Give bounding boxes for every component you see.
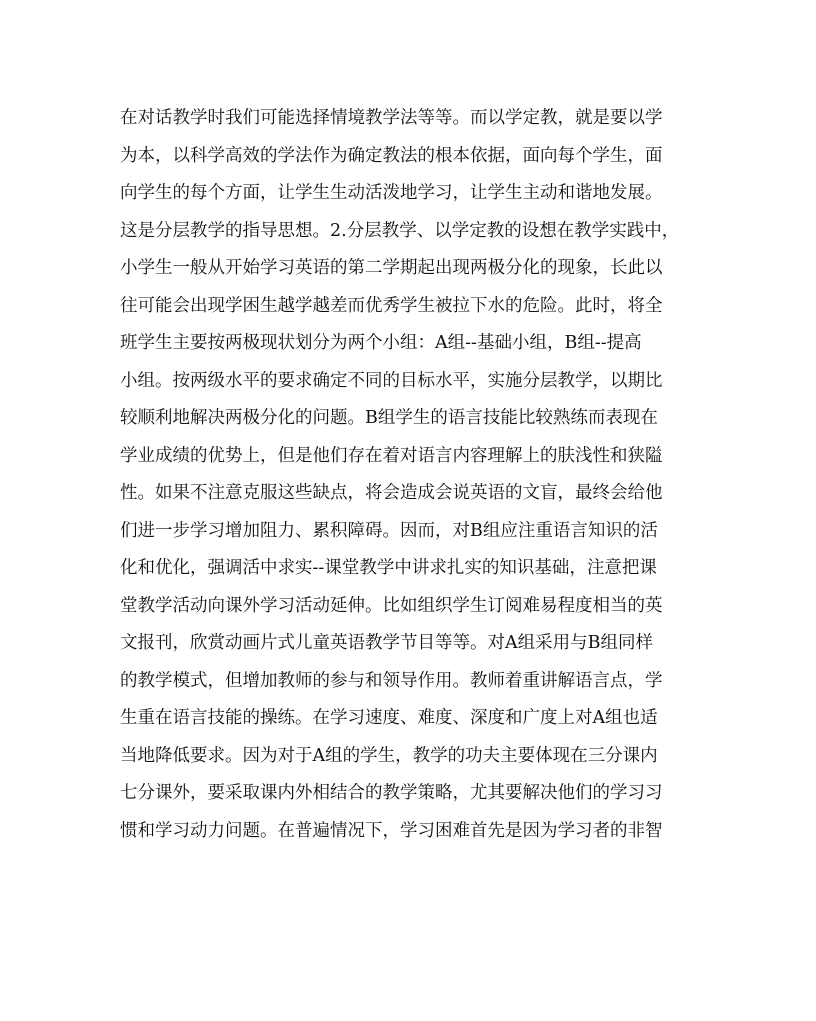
text-line: 小组。按两级水平的要求确定不同的目标水平，实施分层教学，以期比 bbox=[120, 370, 663, 391]
text-line: 向学生的每个方面，让学生生动活泼地学习，让学生主动和谐地发展。 bbox=[120, 183, 663, 203]
text-line: 七分课外，要采取课内外相结合的教学策略，尤其要解决他们的学习习 bbox=[120, 783, 663, 803]
text-line: 化和优化，强调活中求实--课堂教学中讲求扎实的知识基础，注意把课 bbox=[120, 558, 657, 578]
text-line: 这是分层教学的指导思想。2.分层教学、以学定教的设想在教学实践中， bbox=[120, 220, 680, 241]
text-line: 班学生主要按两极现状划分为两个小组：A组--基础小组，B组--提高 bbox=[120, 333, 642, 353]
text-line: 文报刊，欣赏动画片式儿童英语教学节目等等。对A组采用与B组同样 bbox=[120, 633, 653, 653]
text-line: 为本，以科学高效的学法作为确定教法的根本依据，面向每个学生，面 bbox=[120, 145, 663, 166]
text-line: 学业成绩的优势上，但是他们存在着对语言内容理解上的肤浅性和狭隘 bbox=[120, 445, 663, 466]
body-text bbox=[120, 100, 710, 850]
text-line: 往可能会出现学困生越学越差而优秀学生被拉下水的危险。此时，将全 bbox=[120, 295, 663, 316]
text-line: 堂教学活动向课外学习活动延伸。比如组织学生订阅难易程度相当的英 bbox=[120, 595, 663, 616]
text-line: 当地降低要求。因为对于A组的学生，教学的功夫主要体现在三分课内 bbox=[120, 745, 658, 766]
text-line: 在对话教学时我们可能选择情境教学法等等。而以学定教，就是要以学 bbox=[120, 108, 663, 128]
text-line: 们进一步学习增加阻力、累积障碍。因而，对B组应注重语言知识的活 bbox=[120, 520, 658, 541]
text-line: 生重在语言技能的操练。在学习速度、难度、深度和广度上对A组也适 bbox=[120, 708, 658, 728]
text-line: 性。如果不注意克服这些缺点，将会造成会说英语的文盲，最终会给他 bbox=[120, 483, 663, 503]
text-line: 小学生一般从开始学习英语的第二学期起出现两极分化的现象，长此以 bbox=[120, 258, 663, 278]
text-line: 的教学模式，但增加教师的参与和领导作用。教师着重讲解语言点，学 bbox=[120, 670, 663, 691]
text-line: 惯和学习动力问题。在普遍情况下，学习困难首先是因为学习者的非智 bbox=[120, 820, 663, 841]
text-line: 较顺利地解决两极分化的问题。B组学生的语言技能比较熟练而表现在 bbox=[120, 408, 658, 428]
